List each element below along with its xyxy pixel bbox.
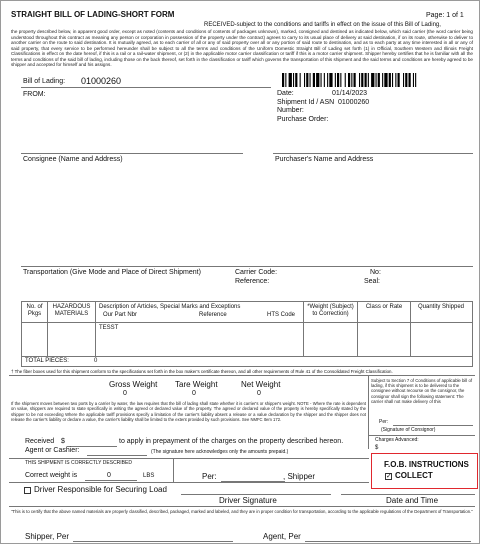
table-row-part: TESST [99, 325, 119, 331]
agent-ack-note: (The signature here acknowledges only the amounts prepaid.) [151, 449, 289, 455]
net-weight-value: 0 [257, 390, 261, 397]
total-pieces-value: 0 [94, 358, 98, 364]
col-qty-header: Quantity Shipped [417, 304, 465, 310]
col-description-header: Description of Articles, Special Marks and Exceptions [99, 304, 241, 310]
water-note: If the shipment moves between two ports by a carrier by water, the law requires that the bill of lading shall state whether it is carrier's or shipper's weight. NOTE - Where the rate is dependent on value, shippers are required to state specifically in writing the agreed or declared value of the property. The agreed or declared value of the property is hereby specifically stated by the shipper to be not exceeding Where the applicable tariff provisions specify a limitation of the carrier's liability absent a release or a value declaration by the shipper and the shipper does not release the carrier's liability or declare a value, the carrier's liability shall be limited to the extent provided by such provisions. See NMFC Item 172. [11, 401, 366, 422]
col-class-header: Class or Rate [365, 304, 403, 310]
collect-checkbox[interactable] [385, 473, 392, 480]
per-label: Per: [202, 472, 217, 481]
seal-label: Seal: [364, 278, 380, 285]
consignee-label: Consignee (Name and Address) [23, 156, 123, 163]
charges-currency: $ [375, 445, 379, 451]
section7-text: Subject to Section 7 of Conditions of applicable bill of lading, if this shipment is to be delivered to the consignee without recourse on the consignor, the consignor shall sign the following statement: The carrier shall not make delivery of this [371, 378, 473, 404]
barcode-icon [282, 73, 468, 87]
received-line: RECEIVED-subject to the conditions and tariffs in effect on the issue of this Bill of Lading, [204, 22, 441, 28]
gross-weight-label: Gross Weight [109, 380, 158, 389]
fob-title: F.O.B. INSTRUCTIONS [384, 460, 469, 469]
purchaser-label: Purchaser's Name and Address [275, 156, 374, 163]
driver-responsible-checkbox[interactable] [24, 487, 31, 494]
sub-part-nbr-header: Our Part Nbr [103, 312, 138, 318]
received-currency: $ [61, 438, 65, 445]
no-label: No: [370, 269, 381, 276]
carrier-code-label: Carrier Code: [235, 269, 278, 276]
shipper-suffix: , Shipper [283, 472, 316, 481]
sub-hts-header: HTS Code [267, 312, 296, 318]
reference-label: Reference: [235, 278, 270, 285]
section7-signature-label: (Signature of Consignor) [381, 427, 436, 433]
fiber-note: † The fiber boxes used for this shipment conform to the specifications set forth in the box maker's certificate thereon, and all other requirements of Rule 41 of the Consolidated Freight Classification. [11, 369, 393, 374]
date-time-label: Date and Time [386, 496, 439, 505]
tare-weight-label: Tare Weight [175, 380, 218, 389]
date-value: 01/14/2023 [332, 90, 368, 97]
col-weight-header: *Weight (Subject) to Correction) [307, 304, 354, 317]
terms-text: the property described below, in apparent good order, except as noted (contents and conditions of contents of packages unknown), marked, consigned and destined as indicated below, which said carrier (the word carrier being understood throughout this contract as meaning any person or corporation in possession of the property under the contract) agrees to carry to its usual place of delivery at said destination, if on its route, otherwise to deliver to another carrier on the route to said destination. It is mutually agreed, as to each carrier of all or any of said property over all or any portion of said route to destination, and as to each party at any time interested in all or any of said property, that every service to be performed hereunder shall be subject to all the terms and conditions of the Uniform Domestic Straight Bill of Lading set forth (1) in Official, Southern Western and Illinois Freight Classifications in effect on the date hereof, if this is a rail or a rail-water shipment, or (2) in the applicable motor carrier classification or tariff if this is a motor carrier shipment. Shipper hereby certifies that he is familiar with all the terms and conditions of the said bill of lading, including those on the back thereof, set forth in the classification or tariff which governs the transportation of this shipment and the said terms and conditions are hereby agreed to be shipper and accepted for himself and his assigns. [11, 29, 473, 67]
bol-label: Bill of Lading: [23, 78, 66, 85]
correct-weight-value: 0 [107, 472, 111, 479]
shipper-per-label: Shipper, Per [25, 532, 70, 541]
tare-weight-value: 0 [192, 390, 196, 397]
check-mark-icon: ✓ [386, 473, 392, 480]
correct-weight-label: Correct weight is [25, 472, 78, 479]
charges-advanced-label: Charges Advanced: [375, 437, 419, 443]
fob-instructions-box [371, 453, 478, 489]
shipment-id-label: Shipment Id / ASN [277, 99, 335, 106]
driver-responsible-label: Driver Responsible for Securing Load [34, 485, 167, 494]
transport-label: Transportation (Give Mode and Place of Direct Shipment) [23, 269, 201, 276]
total-pieces-label: TOTAL PIECES: [25, 358, 69, 364]
certify-note: "This is to certify that the above named materials are properly classified, described, packaged, marked and labeled, and they are in proper condition for transportation, according to the applicable regulations of the Department of Transportation." [11, 509, 473, 514]
lbs-label: LBS [143, 473, 155, 479]
net-weight-label: Net Weight [241, 380, 281, 389]
page-info: Page: 1 of 1 [426, 12, 464, 19]
date-label: Date: [277, 90, 294, 97]
section7-per-label: Per: [379, 419, 389, 425]
col-hazmat-header: HAZARDOUS MATERIALS [52, 304, 91, 317]
agent-per-label: Agent, Per [263, 532, 301, 541]
sub-reference-header: Reference [199, 312, 227, 318]
agent-cashier-label: Agent or Cashier: [25, 447, 80, 454]
driver-signature-label: Driver Signature [219, 496, 277, 505]
bol-number: 01000260 [81, 76, 122, 86]
number-label: Number: [277, 107, 304, 114]
prepayment-text: to apply in prepayment of the charges on the property described hereon. [119, 438, 344, 445]
form-title: STRAIGHT BILL OF LADING-SHORT FORM [11, 10, 175, 19]
purchase-order-label: Purchase Order: [277, 116, 329, 123]
from-label: FROM: [23, 91, 46, 98]
gross-weight-value: 0 [123, 390, 127, 397]
col-pkgs-header: No. of Pkgs [26, 304, 43, 317]
correctly-described-note: THIS SHIPMENT IS CORRECTLY DESCRIBED [25, 460, 132, 466]
collect-option: COLLECT [395, 471, 433, 480]
received-label: Received [25, 438, 55, 445]
shipment-id-value: 01000260 [338, 99, 370, 106]
